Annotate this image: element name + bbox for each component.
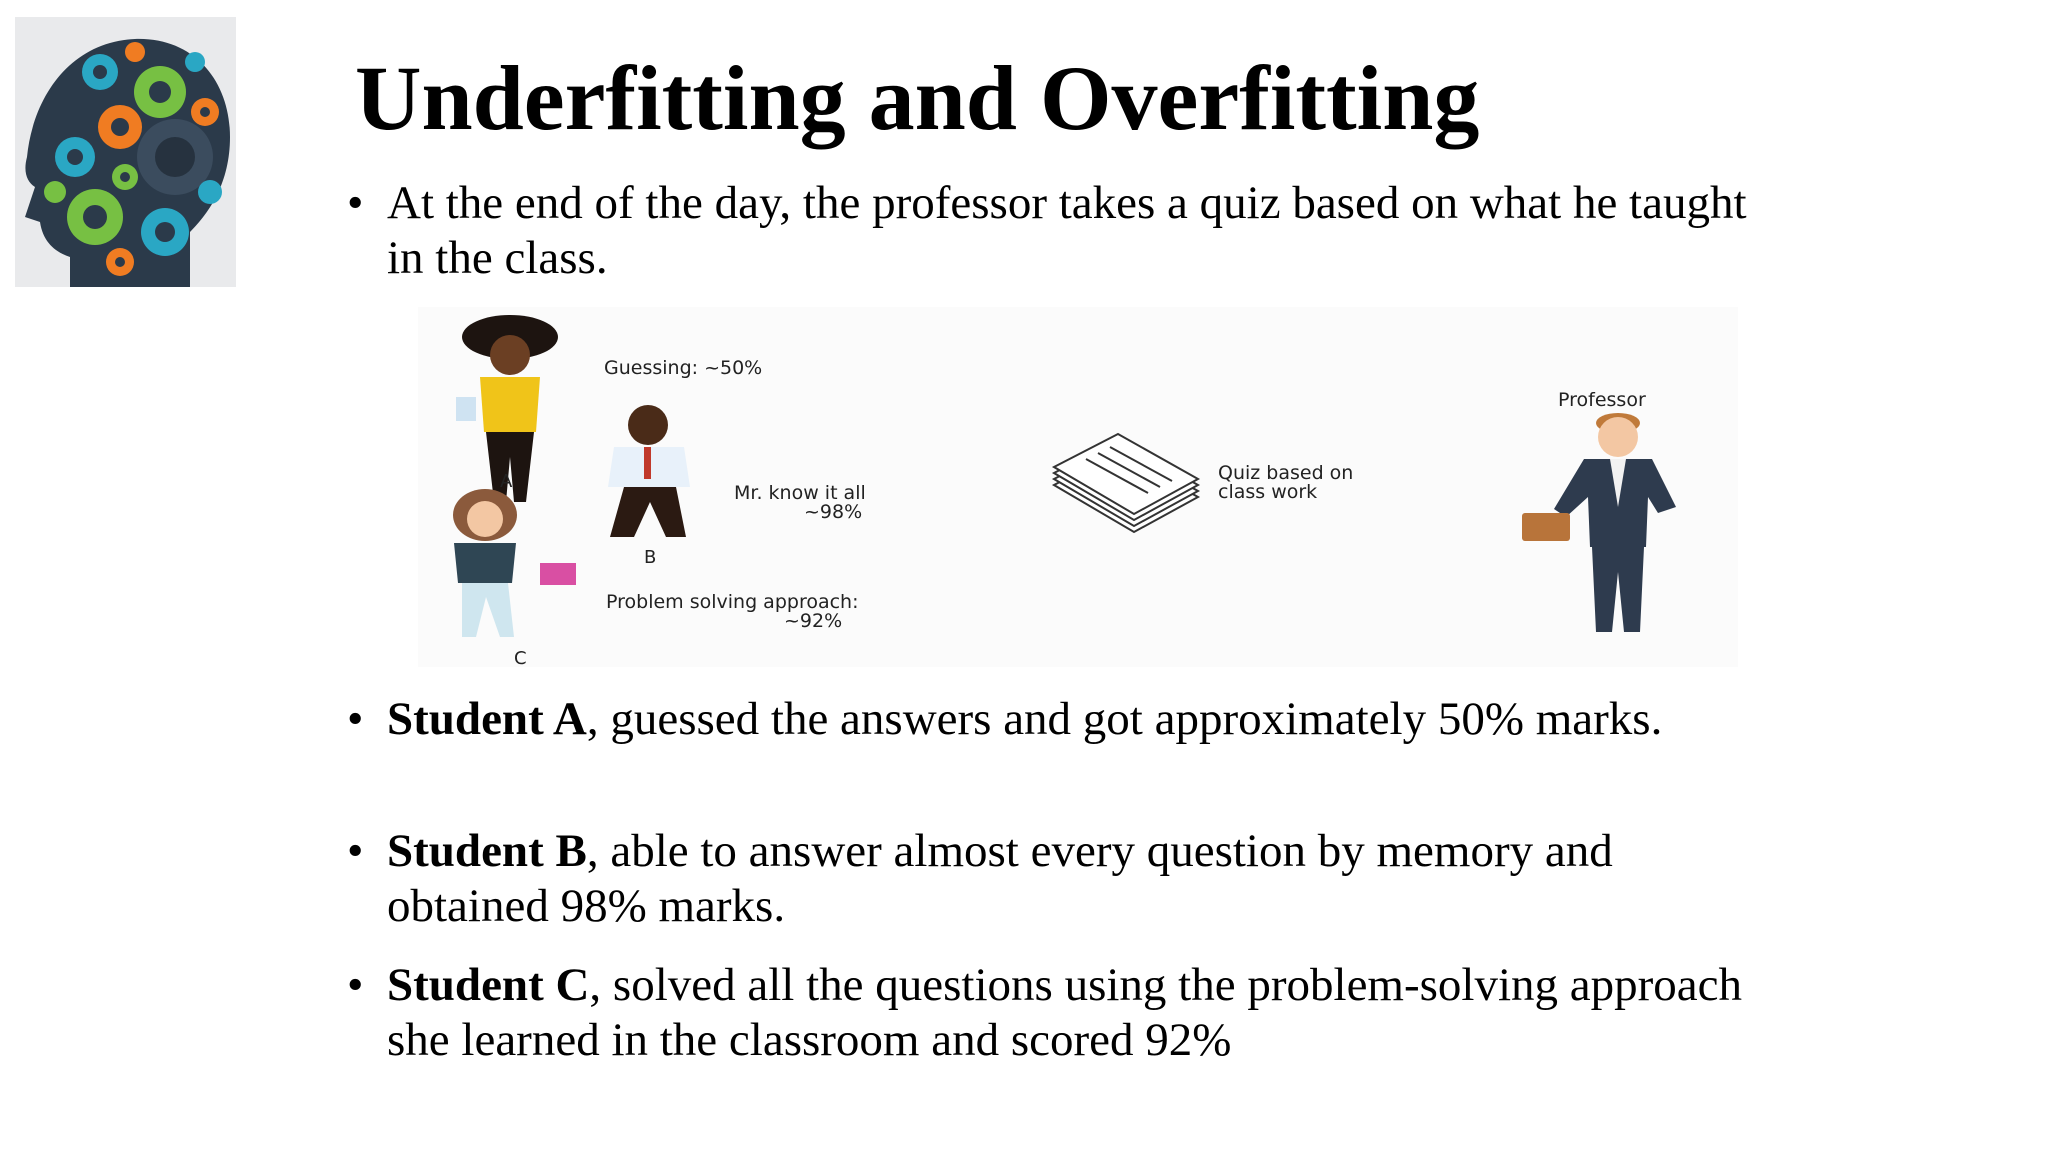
label-b: B (644, 547, 657, 568)
head-gears-logo (15, 17, 236, 287)
student-name: Student A (387, 693, 587, 745)
intro-text: At the end of the day, the professor takes a quiz based on what he taught in the class. (387, 177, 1747, 284)
bullet-marker: • (347, 177, 364, 229)
bullet-marker: • (347, 959, 364, 1011)
student-a-bullet (347, 692, 1767, 747)
know-label-2: ~98% (804, 501, 863, 523)
bullet-marker: • (347, 693, 364, 745)
student-b-bullet (347, 824, 1767, 934)
slide-title: Underfitting and Overfitting (355, 47, 1480, 149)
bullet-marker: • (347, 825, 364, 877)
student-c-bullet (347, 958, 1767, 1068)
student-name: Student C (387, 959, 590, 1011)
quiz-label-1: Quiz based on (1218, 462, 1354, 484)
quiz-label-2: class work (1218, 481, 1318, 503)
label-a: A (500, 471, 513, 492)
problem-label-2: ~92% (784, 610, 843, 632)
student-description: , solved all the questions using the problem-solving approach she learned in the classroom and scored 92% (387, 959, 1743, 1066)
guessing-label: Guessing: ~50% (604, 357, 763, 379)
student-description: , able to answer almost every question by memory and obtained 98% marks. (387, 825, 1613, 932)
intro-bullet (347, 176, 1767, 286)
student-name: Student B (387, 825, 587, 877)
quiz-illustration (418, 307, 1738, 667)
problem-label-1: Problem solving approach: (606, 591, 859, 613)
know-label-1: Mr. know it all (734, 482, 866, 504)
professor-label: Professor (1558, 389, 1646, 411)
label-c: C (514, 648, 527, 667)
student-description: , guessed the answers and got approximately 50% marks. (586, 693, 1663, 745)
